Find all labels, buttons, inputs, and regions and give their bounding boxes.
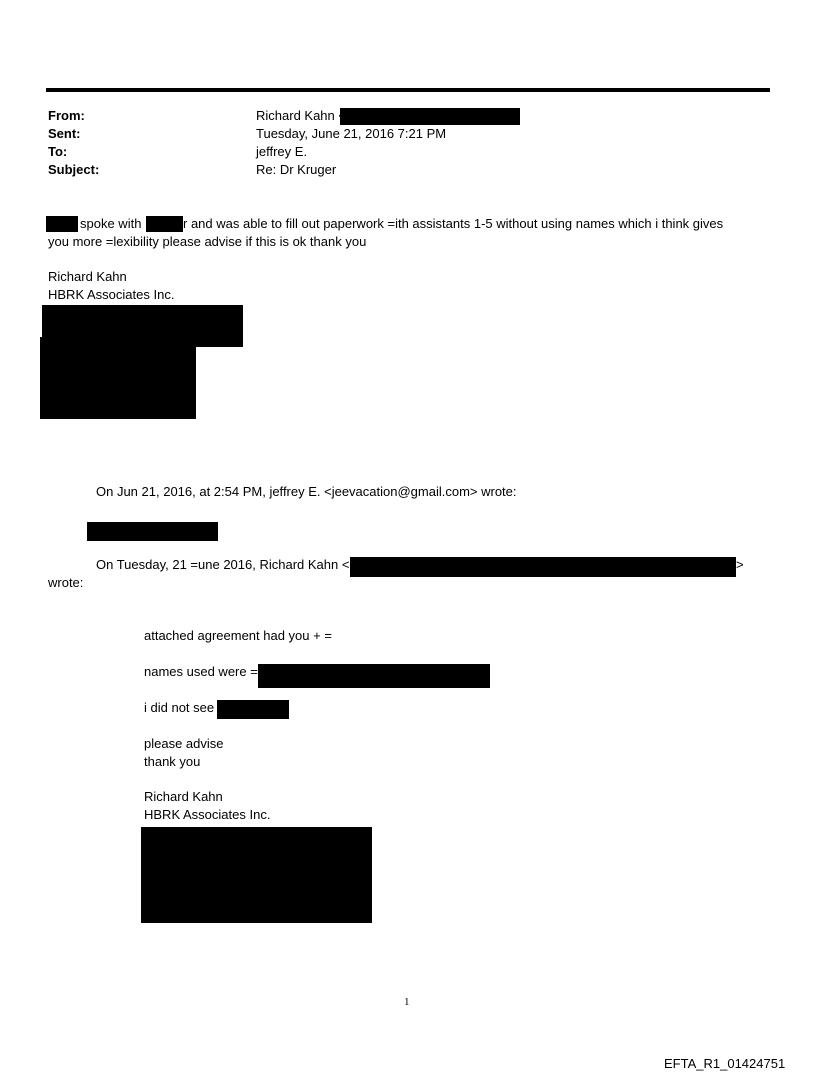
header-rule bbox=[46, 88, 770, 92]
page-number: 1 bbox=[404, 996, 410, 1008]
quote2-signature-name: Richard Kahn bbox=[144, 789, 223, 804]
sent-label: Sent: bbox=[48, 126, 81, 141]
redaction-from-email bbox=[340, 108, 520, 125]
quote2-attribution-part1: On Tuesday, 21 =une 2016, Richard Kahn < bbox=[96, 557, 350, 572]
sent-value: Tuesday, June 21, 2016 7:21 PM bbox=[256, 126, 447, 141]
body-line1-part1: spoke with bbox=[80, 216, 142, 231]
quote2-line-names: names used were = bbox=[144, 664, 258, 679]
body-line2: you more =lexibility please advise if this is ok thank you bbox=[48, 234, 367, 249]
body-line1-part2: r and was able to fill out paperwork =ith assistants 1-5 without using names which i think gives bbox=[183, 216, 724, 231]
to-label: To: bbox=[48, 144, 68, 159]
quote2-signature-company: HBRK Associates Inc. bbox=[144, 807, 271, 822]
redaction-signature-2 bbox=[40, 337, 196, 419]
redaction-quote1-body bbox=[87, 522, 218, 541]
redaction-quote2-email bbox=[350, 557, 736, 577]
redaction-quote2-didnot bbox=[217, 700, 289, 719]
quote1-attribution: On Jun 21, 2016, at 2:54 PM, jeffrey E. <jeevacation@gmail.com> wrote: bbox=[96, 484, 517, 499]
from-value bbox=[256, 107, 346, 125]
footer-document-id: EFTA_R1_01424751 bbox=[664, 1056, 786, 1071]
from-label: From: bbox=[48, 108, 85, 123]
quote2-line-agreement: attached agreement had you + = bbox=[144, 628, 332, 643]
redaction-quote2-signature bbox=[141, 827, 372, 923]
quote2-line-thanks: thank you bbox=[144, 754, 201, 769]
quote2-attribution-part2: wrote: bbox=[48, 575, 84, 590]
redaction-body-name-1 bbox=[46, 216, 78, 232]
to-value: jeffrey E. bbox=[256, 144, 308, 159]
quote2-attribution-close: > bbox=[736, 557, 744, 572]
redaction-quote2-names bbox=[258, 664, 490, 688]
from-name: Richard Kahn bbox=[256, 108, 335, 123]
quote2-line-advise: please advise bbox=[144, 736, 224, 751]
quote2-line-didnot: i did not see bbox=[144, 700, 215, 715]
subject-value: Re: Dr Kruger bbox=[256, 162, 337, 177]
redaction-body-name-2 bbox=[146, 216, 183, 232]
signature-name: Richard Kahn bbox=[48, 269, 127, 284]
signature-company: HBRK Associates Inc. bbox=[48, 287, 175, 302]
subject-label: Subject: bbox=[48, 162, 100, 177]
